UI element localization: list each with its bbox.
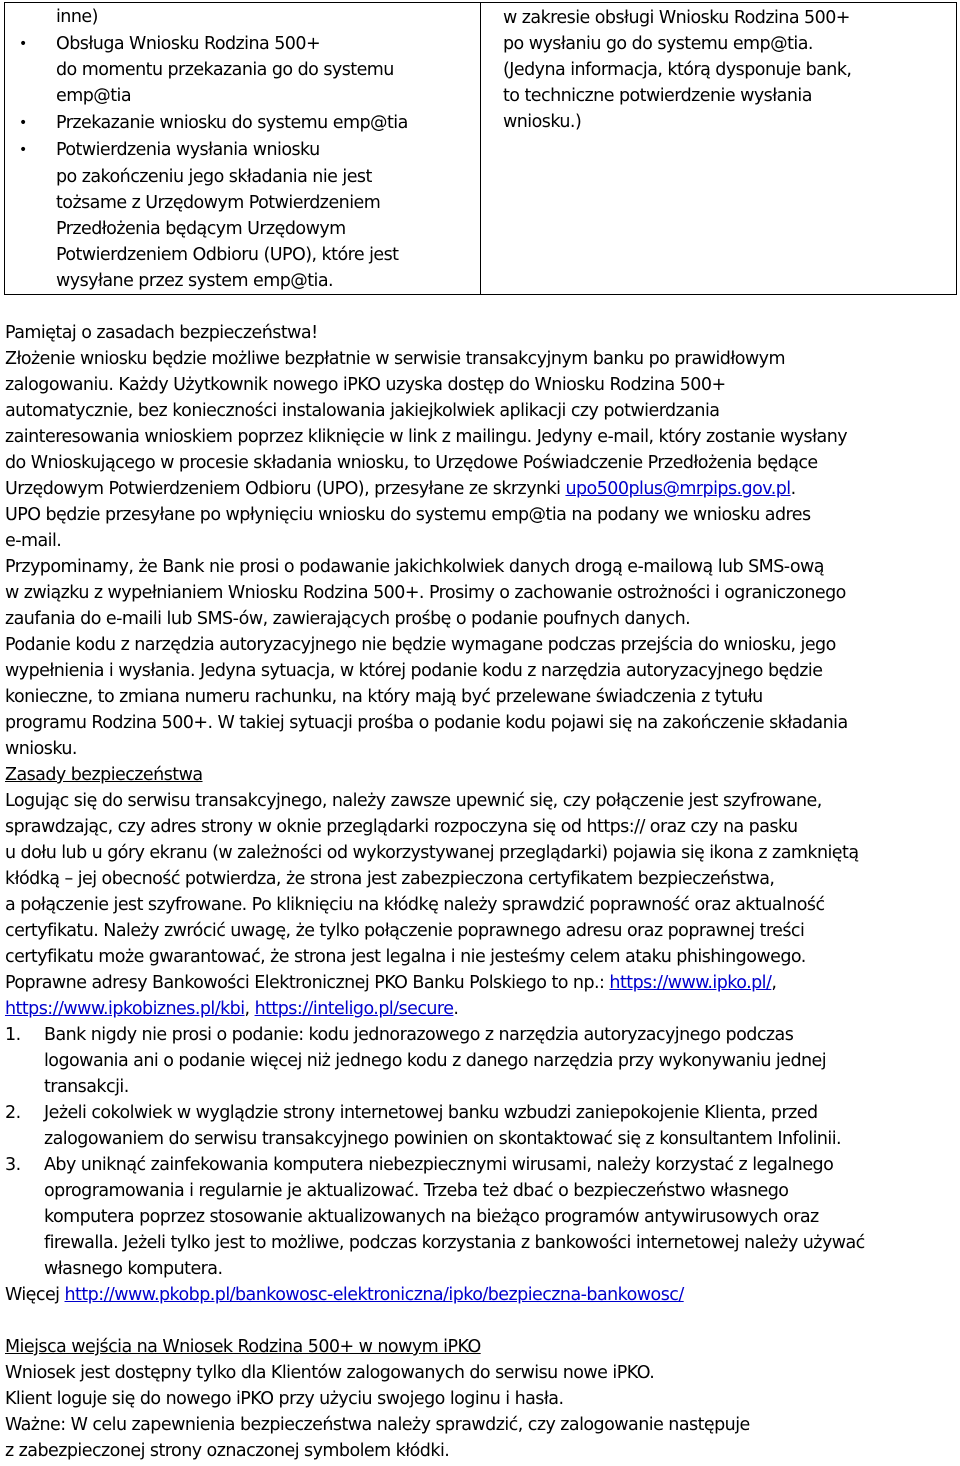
paragraph-line: zaufania do e-maili lub SMS-ów, zawierających prośbę o podanie poufnych danych. — [5, 609, 691, 629]
table-text: wysyłane przez system emp@tia. — [56, 271, 334, 291]
list-item-line: oprogramowania i regularnie je aktualizować. Trzeba też dbać o bezpieczeństwo własnego — [44, 1181, 789, 1201]
paragraph-line: w związku z wypełnianiem Wniosku Rodzina 500+. Prosimy o zachowanie ostrożności i ograniczonego — [5, 583, 846, 603]
bullet-icon: • — [19, 115, 27, 131]
paragraph-line: zalogowaniu. Każdy Użytkownik nowego iPKO uzyska dostęp do Wniosku Rodzina 500+ — [5, 375, 726, 395]
paragraph-line: z zabezpieczonej strony oznaczonej symbolem kłódki. — [5, 1441, 450, 1461]
separator: . — [453, 999, 459, 1019]
paragraph-line: Przypominamy, że Bank nie prosi o podawanie jakichkolwiek danych drogą e-mailową lub SMS-ową — [5, 557, 824, 577]
paragraph-line: Wniosek jest dostępny tylko dla Klientów zalogowanych do serwisu nowe iPKO. — [5, 1363, 655, 1383]
paragraph-line: zainteresowania wnioskiem poprzez kliknięcie w link z mailingu. Jedyny e-mail, który zostanie wysłany — [5, 427, 848, 447]
paragraph-line: automatycznie, bez konieczności instalowania jakiejkolwiek aplikacji czy potwierdzania — [5, 401, 720, 421]
ipko-link[interactable]: https://www.ipko.pl/ — [609, 973, 772, 993]
info-table — [4, 2, 957, 295]
paragraph-line: Podanie kodu z narzędzia autoryzacyjnego nie będzie wymagane podczas przejścia do wniosku, jego — [5, 635, 836, 655]
table-text: (Jedyna informacja, którą dysponuje bank, — [503, 60, 852, 80]
heading-security-rules: Zasady bezpieczeństwa — [5, 765, 203, 785]
paragraph-line: Klient loguje się do nowego iPKO przy użyciu swojego loginu i hasła. — [5, 1389, 564, 1409]
paragraph-text: Poprawne adresy Bankowości Elektronicznej PKO Banku Polskiego to np.: — [5, 973, 610, 993]
info-table-right-cell — [481, 3, 957, 295]
paragraph-line: sprawdzając, czy adres strony w oknie przeglądarki rozpoczyna się od https:// oraz czy na pasku — [5, 817, 798, 837]
ipkobiznes-link[interactable]: https://www.ipkobiznes.pl/kbi — [5, 999, 245, 1019]
table-text: emp@tia — [56, 86, 132, 106]
list-item-line: transakcji. — [44, 1077, 129, 1097]
list-item-line: Jeżeli cokolwiek w wyglądzie strony internetowej banku wzbudzi zaniepokojenie Klienta, przed — [44, 1103, 818, 1123]
list-item-line: zalogowaniem do serwisu transakcyjnego powinien on skontaktować się z konsultantem Infolinii. — [44, 1129, 842, 1149]
table-text: tożsame z Urzędowym Potwierdzeniem — [56, 193, 381, 213]
heading-entry-points: Miejsca wejścia na Wniosek Rodzina 500+ w nowym iPKO — [5, 1337, 481, 1357]
table-text: Potwierdzenia wysłania wniosku — [56, 140, 320, 160]
paragraph-line: certyfikatu może gwarantować, że strona jest legalna i nie jesteśmy celem ataku phishingowego. — [5, 947, 806, 967]
list-item-line: Aby uniknąć zainfekowania komputera niebezpiecznymi wirusami, należy korzystać z legalnego — [44, 1155, 834, 1175]
paragraph-line: kłódką – jej obecność potwierdza, że strona jest zabezpieczona certyfikatem bezpieczeństwa, — [5, 869, 775, 889]
pkobp-security-link[interactable]: http://www.pkobp.pl/bankowosc-elektroniczna/ipko/bezpieczna-bankowosc/ — [64, 1285, 684, 1305]
paragraph-line — [5, 997, 458, 1022]
paragraph-line — [5, 1283, 684, 1308]
separator: , — [771, 973, 777, 993]
table-text: wniosku.) — [503, 112, 582, 132]
paragraph-line: wypełnienia i wysłania. Jedyna sytuacja, w której podanie kodu z narzędzia autoryzacyjnego będzie — [5, 661, 823, 681]
paragraph-text: Urzędowym Potwierdzeniem Odbioru (UPO), przesyłane ze skrzynki — [5, 479, 566, 499]
list-item-line: logowania ani o podanie więcej niż jednego kodu z danego narzędzia przy wykonywaniu jednej — [44, 1051, 827, 1071]
paragraph-text: W celu zapewnienia bezpieczeństwa należy sprawdzić, czy zalogowanie następuje — [65, 1415, 750, 1435]
table-text: Przekazanie wniosku do systemu emp@tia — [56, 113, 408, 133]
important-label: Ważne: — [5, 1415, 66, 1435]
table-text: inne) — [56, 7, 98, 27]
paragraph-line — [5, 971, 776, 996]
paragraph-line: konieczne, to zmiana numeru rachunku, na który mają być przelewane świadczenia z tytułu — [5, 687, 763, 707]
list-number: 1. — [5, 1025, 21, 1045]
table-text: po wysłaniu go do systemu emp@tia. — [503, 34, 813, 54]
table-text: to techniczne potwierdzenie wysłania — [503, 86, 812, 106]
paragraph-line: programu Rodzina 500+. W takiej sytuacji prośba o podanie kodu pojawi się na zakończenie składania — [5, 713, 848, 733]
list-number: 3. — [5, 1155, 21, 1175]
paragraph-line: a połączenie jest szyfrowane. Po kliknięciu na kłódkę należy sprawdzić poprawność oraz aktualność — [5, 895, 825, 915]
paragraph-text: . — [790, 479, 796, 499]
paragraph-line: do Wnioskującego w procesie składania wniosku, to Urzędowe Poświadczenie Przedłożenia będące — [5, 453, 818, 473]
table-text: po zakończeniu jego składania nie jest — [56, 167, 372, 187]
upo-email-link[interactable]: upo500plus@mrpips.gov.pl — [565, 479, 791, 499]
paragraph-line: wniosku. — [5, 739, 77, 759]
table-text: w zakresie obsługi Wniosku Rodzina 500+ — [503, 8, 850, 28]
list-item-line: komputera poprzez stosowanie aktualizowanych na bieżąco programów antywirusowych oraz — [44, 1207, 819, 1227]
list-item-line: firewalla. Jeżeli tylko jest to możliwe, podczas korzystania z bankowości internetowej należy używać — [44, 1233, 865, 1253]
more-label: Więcej — [5, 1285, 65, 1305]
table-text: do momentu przekazania go do systemu — [56, 60, 394, 80]
table-text: Potwierdzeniem Odbioru (UPO), które jest — [56, 245, 399, 265]
table-text: Obsługa Wniosku Rodzina 500+ — [56, 34, 321, 54]
paragraph-line: UPO będzie przesyłane po wpłynięciu wniosku do systemu emp@tia na podany we wniosku adres — [5, 505, 811, 525]
paragraph-line: Logując się do serwisu transakcyjnego, należy zawsze upewnić się, czy połączenie jest szyfrowane, — [5, 791, 822, 811]
bullet-icon: • — [19, 36, 27, 52]
paragraph-line — [5, 477, 796, 502]
list-item-line: własnego komputera. — [44, 1259, 223, 1279]
heading-safety-reminder: Pamiętaj o zasadach bezpieczeństwa! — [5, 323, 318, 343]
bullet-icon: • — [19, 142, 27, 158]
list-item-line: Bank nigdy nie prosi o podanie: kodu jednorazowego z narzędzia autoryzacyjnego podczas — [44, 1025, 794, 1045]
inteligo-link[interactable]: https://inteligo.pl/secure — [254, 999, 454, 1019]
paragraph-line: Złożenie wniosku będzie możliwe bezpłatnie w serwisie transakcyjnym banku po prawidłowym — [5, 349, 785, 369]
separator: , — [244, 999, 255, 1019]
paragraph-line: e-mail. — [5, 531, 62, 551]
paragraph-line: certyfikatu. Należy zwrócić uwagę, że tylko połączenie poprawnego adresu oraz poprawnej treści — [5, 921, 805, 941]
paragraph-line: u dołu lub u góry ekranu (w zależności od wykorzystywanej przeglądarki) pojawia się ikona z zamkniętą — [5, 843, 859, 863]
list-number: 2. — [5, 1103, 21, 1123]
table-text: Przedłożenia będącym Urzędowym — [56, 219, 346, 239]
info-table-left-cell — [5, 3, 481, 295]
paragraph-line — [5, 1413, 750, 1438]
